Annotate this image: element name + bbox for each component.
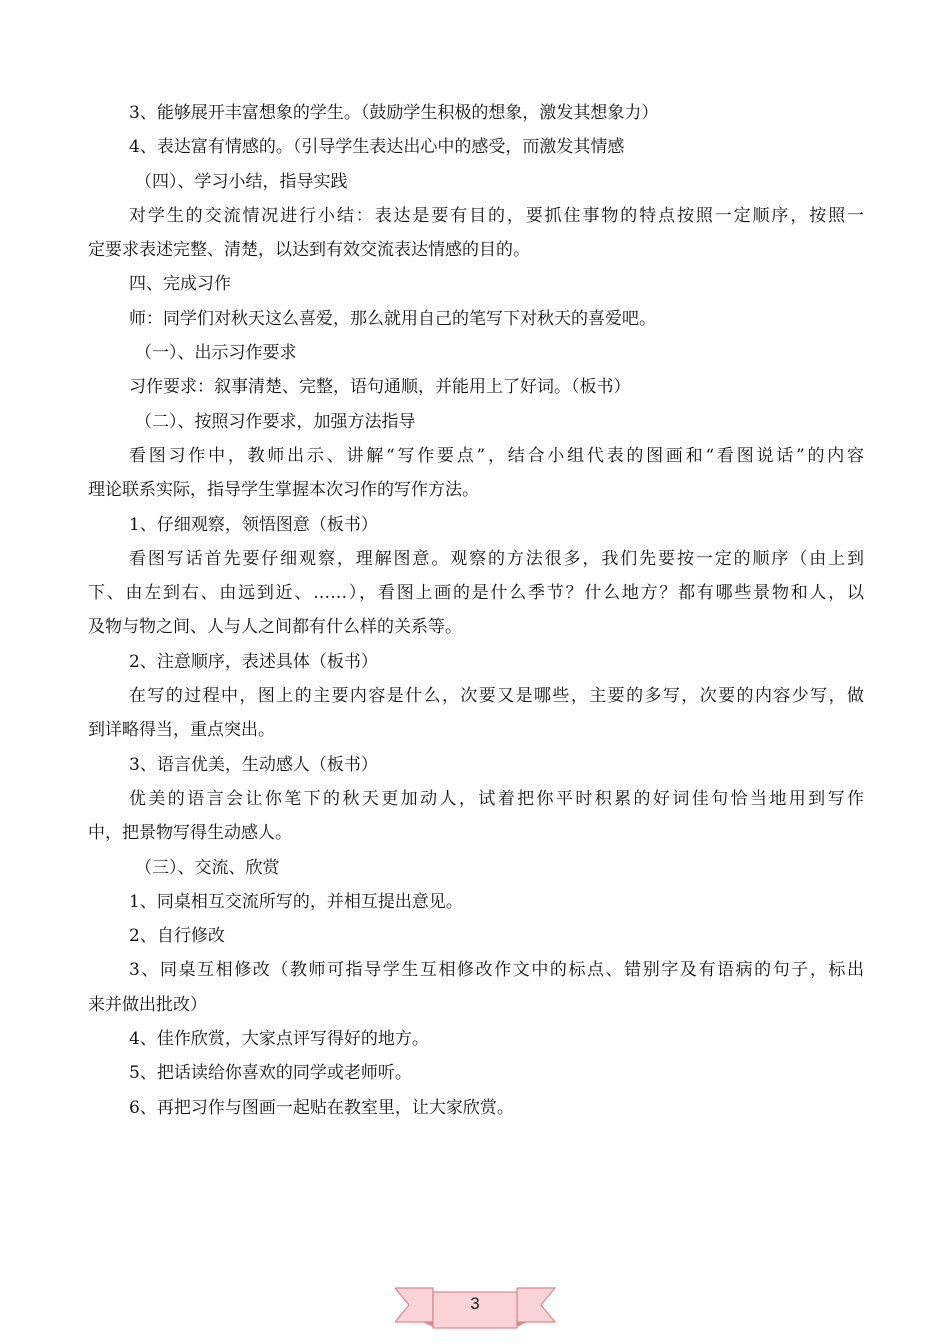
page-footer (395, 1268, 561, 1330)
paragraph-line: 优美的语言会让你笔下的秋天更加动人，试着把你平时积累的好词佳句恰当地用到写作 (129, 788, 864, 809)
paragraph-line: 师：同学们对秋天这么喜爱，那么就用自己的笔写下对秋天的喜爱吧。 (129, 308, 656, 329)
paragraph-line: 4、表达富有情感的。（引导学生表达出心中的感受，而激发其情感 (129, 137, 625, 158)
paragraph-line: 对学生的交流情况进行小结：表达是要有目的，要抓住事物的特点按照一定顺序，按照一 (129, 205, 864, 226)
section-heading: （一）、出示习作要求 (135, 343, 297, 364)
paragraph-line: 及物与物之间、人与人之间都有什么样的关系等。 (88, 617, 462, 638)
paragraph-line: 理论联系实际，指导学生掌握本次习作的写作方法。 (88, 480, 479, 501)
list-item: 6、再把习作与图画一起贴在教室里，让大家欣赏。 (129, 1097, 514, 1118)
paragraph-line: 中，把景物写得生动感人。 (88, 823, 292, 844)
section-heading: （二）、按照习作要求，加强方法指导 (135, 411, 416, 432)
paragraph-line: 看图习作中，教师出示、讲解“写作要点”，结合小组代表的图画和“看图说话”的内容 (129, 445, 864, 466)
section-heading: 四、完成习作 (129, 274, 231, 295)
paragraph-line: 下、由左到右、由远到近、……），看图上画的是什么季节？什么地方？都有哪些景物和人，以 (88, 583, 864, 604)
document-body (88, 96, 864, 1125)
section-heading: 3、语言优美，生动感人（板书） (129, 754, 378, 775)
paragraph-line: 3、能够展开丰富想象的学生。（鼓励学生积极的想象，激发其想象力） (129, 103, 659, 123)
paragraph-line: 在写的过程中，图上的主要内容是什么，次要又是哪些，主要的多写，次要的内容少写，做 (129, 686, 864, 707)
section-heading: 1、仔细观察，领悟图意（板书） (129, 514, 378, 535)
paragraph-line: 来并做出批改） (88, 994, 207, 1015)
paragraph-line: 到详略得当，重点突出。 (88, 720, 275, 741)
paragraph-line: 习作要求：叙事清楚、完整，语句通顺，并能用上了好词。（板书） (129, 377, 631, 398)
section-heading: （四）、学习小结，指导实践 (135, 171, 348, 192)
list-item: 3、同桌互相修改（教师可指导学生互相修改作文中的标点、错别字及有语病的句子，标出 (129, 960, 864, 981)
paragraph-line: 定要求表述完整、清楚，以达到有效交流表达情感的目的。 (88, 240, 530, 261)
section-heading: （三）、交流、欣赏 (135, 857, 280, 878)
section-heading: 2、注意顺序，表述具体（板书） (129, 651, 378, 672)
list-item: 4、佳作欣赏，大家点评写得好的地方。 (129, 1029, 429, 1050)
list-item: 1、同桌相互交流所写的，并相互提出意见。 (129, 891, 463, 912)
list-item: 2、自行修改 (129, 926, 225, 947)
list-item: 5、把话读给你喜欢的同学或老师听。 (129, 1063, 412, 1084)
paragraph-line: 看图写话首先要仔细观察，理解图意。观察的方法很多，我们先要按一定的顺序（由上到 (129, 548, 864, 569)
page-number: 3 (470, 1294, 480, 1313)
